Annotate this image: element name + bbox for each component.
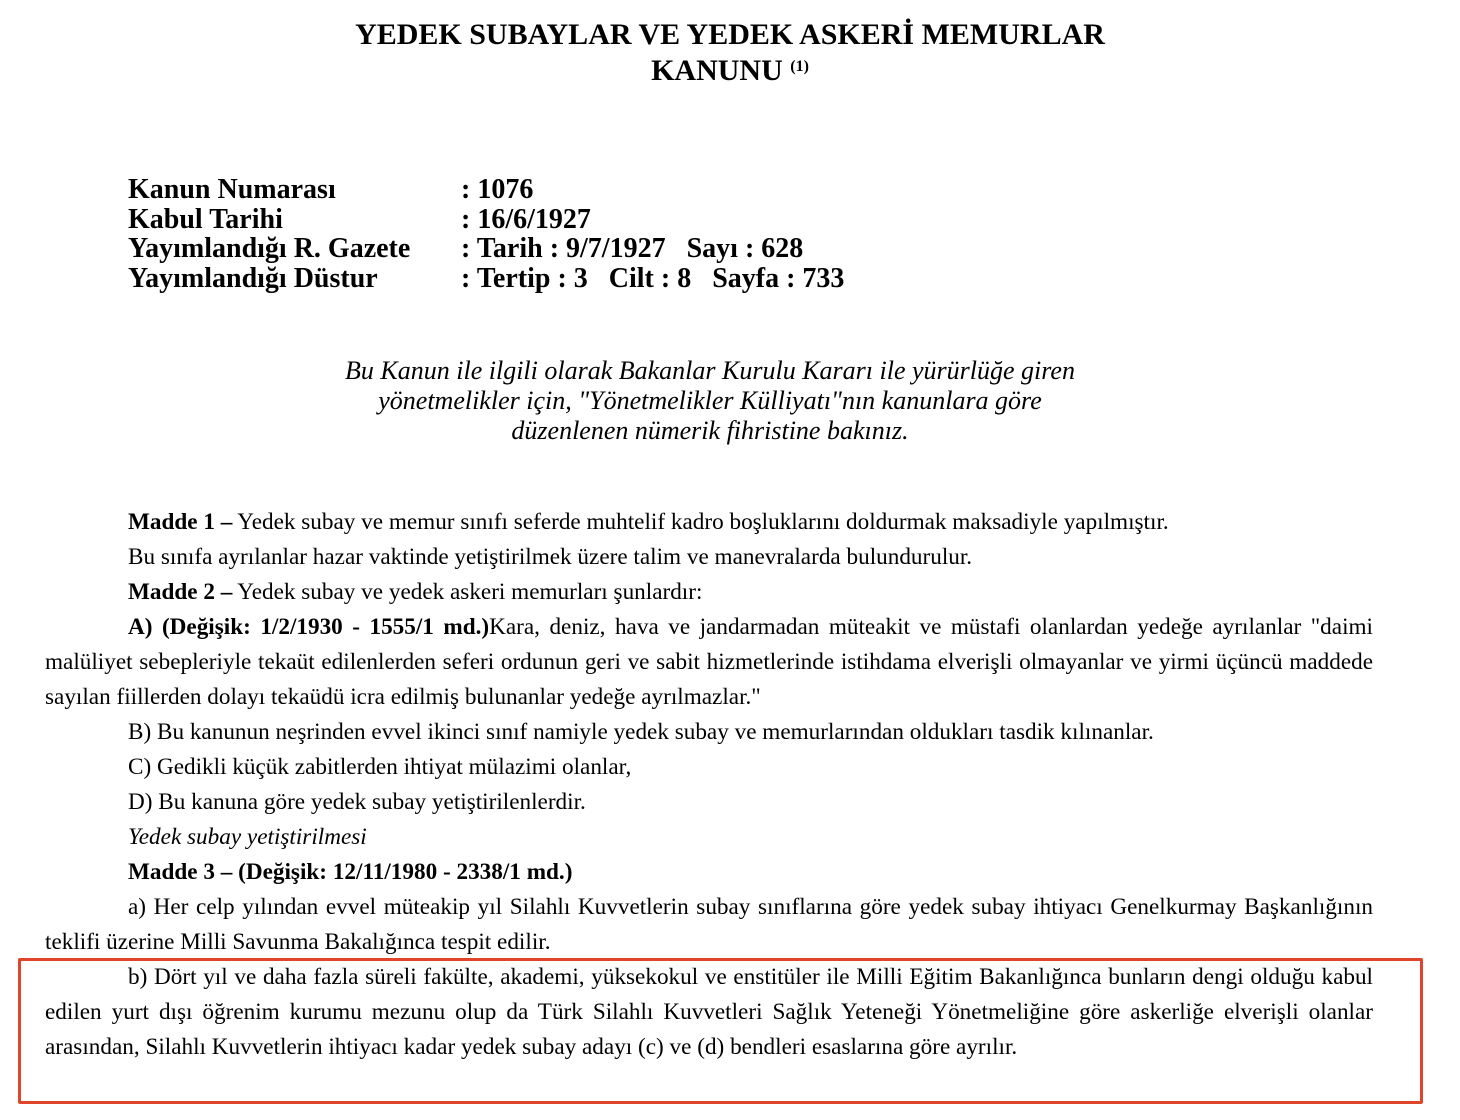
article-2-item-a: A) (Değişik: 1/2/1930 - 1555/1 md.)Kara, deniz, hava ve jandarmadan müteakit ve müstafi olanlardan yedeğe ayrılanlar "daimi malüliyet sebepleriyle tekaüt edilenlerden seferi ordunun geri ve sabit hizmetlerinde istihdama elverişli olmayanlar ve yirmi üçüncü maddede sayılan fiillerden dolayı tekaüdü icra edilmiş bulunanlar yedeğe ayrılmazlar.": [45, 614, 1373, 710]
meta-row: Kanun Numarası : 1076: [128, 174, 534, 205]
article-3-heading: Madde 3 – (Değişik: 12/11/1980 - 2338/1 md.): [128, 859, 573, 885]
article-2: Madde 2 – Yedek subay ve yedek askeri memurları şunlardır:: [128, 579, 703, 605]
meta-row: Yayımlandığı Düstur : Tertip : 3 Cilt : 8 Sayfa : 733: [128, 262, 845, 294]
title-line-1: YEDEK SUBAYLAR VE YEDEK ASKERİ MEMURLAR: [355, 18, 1105, 51]
meta-row: Yayımlandığı R. Gazete : Tarih : 9/7/1927 Sayı : 628: [128, 233, 804, 264]
document-title: [0, 17, 1460, 89]
title-line-2: KANUNU $^{(1)}$: [651, 54, 809, 87]
article-3-item-b: b) Dört yıl ve daha fazla süreli fakülte, akademi, yüksekokul ve enstitüler ile Milli Eğitim Bakanlığınca bunların dengi olduğu kabul edilen yurt dışı öğrenim kurumu mezunu olup da Türk Silahlı Kuvvetleri Sağlık Yeteneği Yönetmeliğine göre askerliğe elverişli olanlar arasından, Silahlı Kuvvetlerin ihtiyacı kadar yedek subay adayı (c) ve (d) bendleri esaslarına göre ayrılır.: [45, 964, 1373, 1060]
article-1-para-2: Bu sınıfa ayrılanlar hazar vaktinde yetiştirilmek üzere talim ve manevralarda bulundurulur.: [128, 544, 973, 570]
highlight-box: [18, 958, 1423, 1104]
article-1: Madde 1 – Yedek subay ve memur sınıfı seferde muhtelif kadro boşluklarını doldurmak maksadiyle yapılmıştır.: [128, 509, 1169, 535]
article-2-item-c: C) Gedikli küçük zabitlerden ihtiyat mülazimi olanlar,: [128, 754, 632, 780]
meta-row: Kabul Tarihi : 16/6/1927: [128, 203, 591, 235]
law-metadata: [128, 175, 844, 293]
section-heading: Yedek subay yetiştirilmesi: [128, 824, 367, 850]
footnote-ref[interactable]: (1): [790, 58, 809, 75]
article-2-item-b: B) Bu kanunun neşrinden evvel ikinci sınıf namiyle yedek subay ve memurlarından oldukları tasdik kılınanlar.: [128, 719, 1154, 745]
article-3-item-a: a) Her celp yılından evvel müteakip yıl Silahlı Kuvvetlerin subay sınıflarına göre yedek subay ihtiyacı Genelkurmay Başkanlığının teklifi üzerine Milli Savunma Bakalığınca tespit edilir.: [45, 894, 1373, 955]
regulation-note: Bu Kanun ile ilgili olarak Bakanlar Kurulu Kararı ile yürürlüğe giren yönetmelikler için, "Yönetmelikler Külliyatı"nın kanunlara göre düzenlenen nümerik fihristine bakınız.: [345, 356, 1075, 445]
article-2-item-d: D) Bu kanuna göre yedek subay yetiştirilenlerdir.: [128, 789, 586, 815]
